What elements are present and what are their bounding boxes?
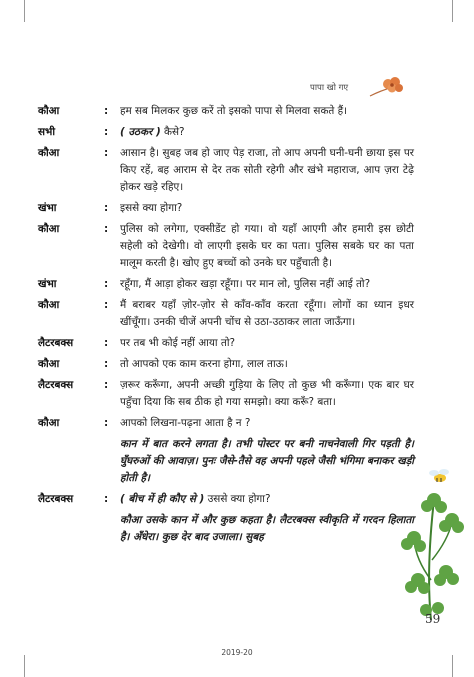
dialogue-line: लैटरबक्स : पर तब भी कोई नहीं आया तो?	[38, 335, 414, 352]
dialogue-text: आपको लिखना-पढ़ना आता है न ?	[120, 417, 251, 429]
speaker-name: कौआ	[38, 105, 60, 117]
dialogue-text: पुलिस को लगेगा, एक्सीडेंट हो गया। वो यहाँ आएगी और हमारी इस छोटी सहेली को देखेगी। वो लाएगी इसके घर का पता। पुलिस सबके घर का पता मालूम करती है। खोए हुए बच्चों को उनके घर पहुँचाती है।	[120, 223, 414, 269]
dialogue-line: सभी : ( उठकर ) कैसे?	[38, 124, 414, 141]
speaker-name: लैटरबक्स	[38, 493, 74, 505]
dialogue-line: लैटरबक्स : ( बीच में ही कौए से ) उससे क्या होगा?	[38, 491, 414, 508]
crop-mark	[24, 655, 25, 677]
speaker-name: लैटरबक्स	[38, 379, 74, 391]
page-number: 59	[425, 612, 441, 626]
stage-direction: ( बीच में ही कौए से )	[120, 493, 205, 505]
dialogue-line: कौआ : पुलिस को लगेगा, एक्सीडेंट हो गया। वो यहाँ आएगी और हमारी इस छोटी सहेली को देखेगी। वो लाएगी इसके घर का पता। पुलिस सबके घर का पता मालूम करती है। खोए हुए बच्चों को उनके घर पहुँचाती है।	[38, 221, 414, 272]
speaker-name: कौआ	[38, 223, 60, 235]
play-dialogue	[38, 103, 414, 550]
running-header: पापा खो गए	[310, 83, 349, 93]
crop-mark	[452, 655, 453, 677]
flower-decoration-icon	[368, 74, 408, 104]
dialogue-line: कौआ : आसान है। सुबह जब हो जाए पेड़ राजा, तो आप अपनी घनी-घनी छाया इस पर किए रहें, बह आराम से देर तक सोती रहेगी और खंभे महाराज, आप ज़रा टेढ़े होकर खड़े रहिए।	[38, 145, 414, 196]
stage-direction: ( उठकर )	[120, 126, 161, 138]
dialogue-text: रहूँगा, मैं आड़ा होकर खड़ा रहूँगा। पर मान लो, पुलिस नहीं आई तो?	[120, 278, 371, 290]
dialogue-line: कौआ : मैं बराबर यहाँ ज़ोर-ज़ोर से काँव-काँव करता रहूँगा। लोगों का ध्यान इधर खींचूँगा। उनकी चीजें अपनी चोंच से उठा-उठाकर लाता जाऊँगा।	[38, 297, 414, 331]
dialogue-text: आसान है। सुबह जब हो जाए पेड़ राजा, तो आप अपनी घनी-घनी छाया इस पर किए रहें, बह आराम से देर तक सोती रहेगी और खंभे महाराज, आप ज़रा टेढ़े होकर खड़े रहिए।	[120, 147, 414, 193]
dialogue-line: खंभा : इससे क्या होगा?	[38, 200, 414, 217]
dialogue-text: मैं बराबर यहाँ ज़ोर-ज़ोर से काँव-काँव करता रहूँगा। लोगों का ध्यान इधर खींचूँगा। उनकी चीजें अपनी चोंच से उठा-उठाकर लाता जाऊँगा।	[120, 299, 414, 328]
stage-direction-block: कान में बात करने लगता है। तभी पोस्टर पर बनी नाचनेवाली गिर पड़ती है। घुँघरुओं की आवाज़। पुनः जैसे-तैसे वह अपनी पहले जैसी भंगिमा बनाकर खड़ी होती है।	[120, 438, 414, 484]
speaker-name: कौआ	[38, 358, 60, 370]
dialogue-text: कैसे?	[160, 126, 185, 138]
speaker-name: लैटरबक्स	[38, 337, 74, 349]
footer-year: 2019-20	[221, 648, 253, 657]
plant-illustration-icon	[396, 460, 466, 620]
dialogue-line: कौआ : तो आपको एक काम करना होगा, लाल ताऊ।	[38, 356, 414, 373]
crop-mark	[452, 0, 453, 22]
dialogue-text: पर तब भी कोई नहीं आया तो?	[120, 337, 236, 349]
speaker-name: कौआ	[38, 417, 60, 429]
speaker-name: सभी	[38, 126, 56, 138]
dialogue-text: तो आपको एक काम करना होगा, लाल ताऊ।	[120, 358, 288, 370]
dialogue-text: उससे क्या होगा?	[204, 493, 271, 505]
speaker-name: खंभा	[38, 202, 57, 214]
dialogue-line: कौआ : हम सब मिलकर कुछ करें तो इसको पापा से मिलवा सकते हैं।	[38, 103, 414, 120]
dialogue-text: इससे क्या होगा?	[120, 202, 183, 214]
dialogue-line: कौआ : आपको लिखना-पढ़ना आता है न ?	[38, 415, 414, 432]
dialogue-line: लैटरबक्स : ज़रूर करूँगा, अपनी अच्छी गुड़िया के लिए तो कुछ भी करूँगा। एक बार घर पहुँचा दिया कि सब ठीक हो गया समझो। क्या करूँ? बता।	[38, 377, 414, 411]
dialogue-text: हम सब मिलकर कुछ करें तो इसको पापा से मिलवा सकते हैं।	[120, 105, 348, 117]
speaker-name: कौआ	[38, 147, 60, 159]
dialogue-line: खंभा : रहूँगा, मैं आड़ा होकर खड़ा रहूँगा। पर मान लो, पुलिस नहीं आई तो?	[38, 276, 414, 293]
speaker-name: कौआ	[38, 299, 60, 311]
crop-mark	[24, 0, 25, 22]
speaker-name: खंभा	[38, 278, 57, 290]
stage-direction-block: कौआ उसके कान में और कुछ कहता है। लैटरबक्स स्वीकृति में गरदन हिलाता है। अँधेरा। कुछ देर बाद उजाला। सुबह	[120, 514, 414, 543]
dialogue-text: ज़रूर करूँगा, अपनी अच्छी गुड़िया के लिए तो कुछ भी करूँगा। एक बार घर पहुँचा दिया कि सब ठीक हो गया समझो। क्या करूँ? बता।	[120, 379, 414, 408]
